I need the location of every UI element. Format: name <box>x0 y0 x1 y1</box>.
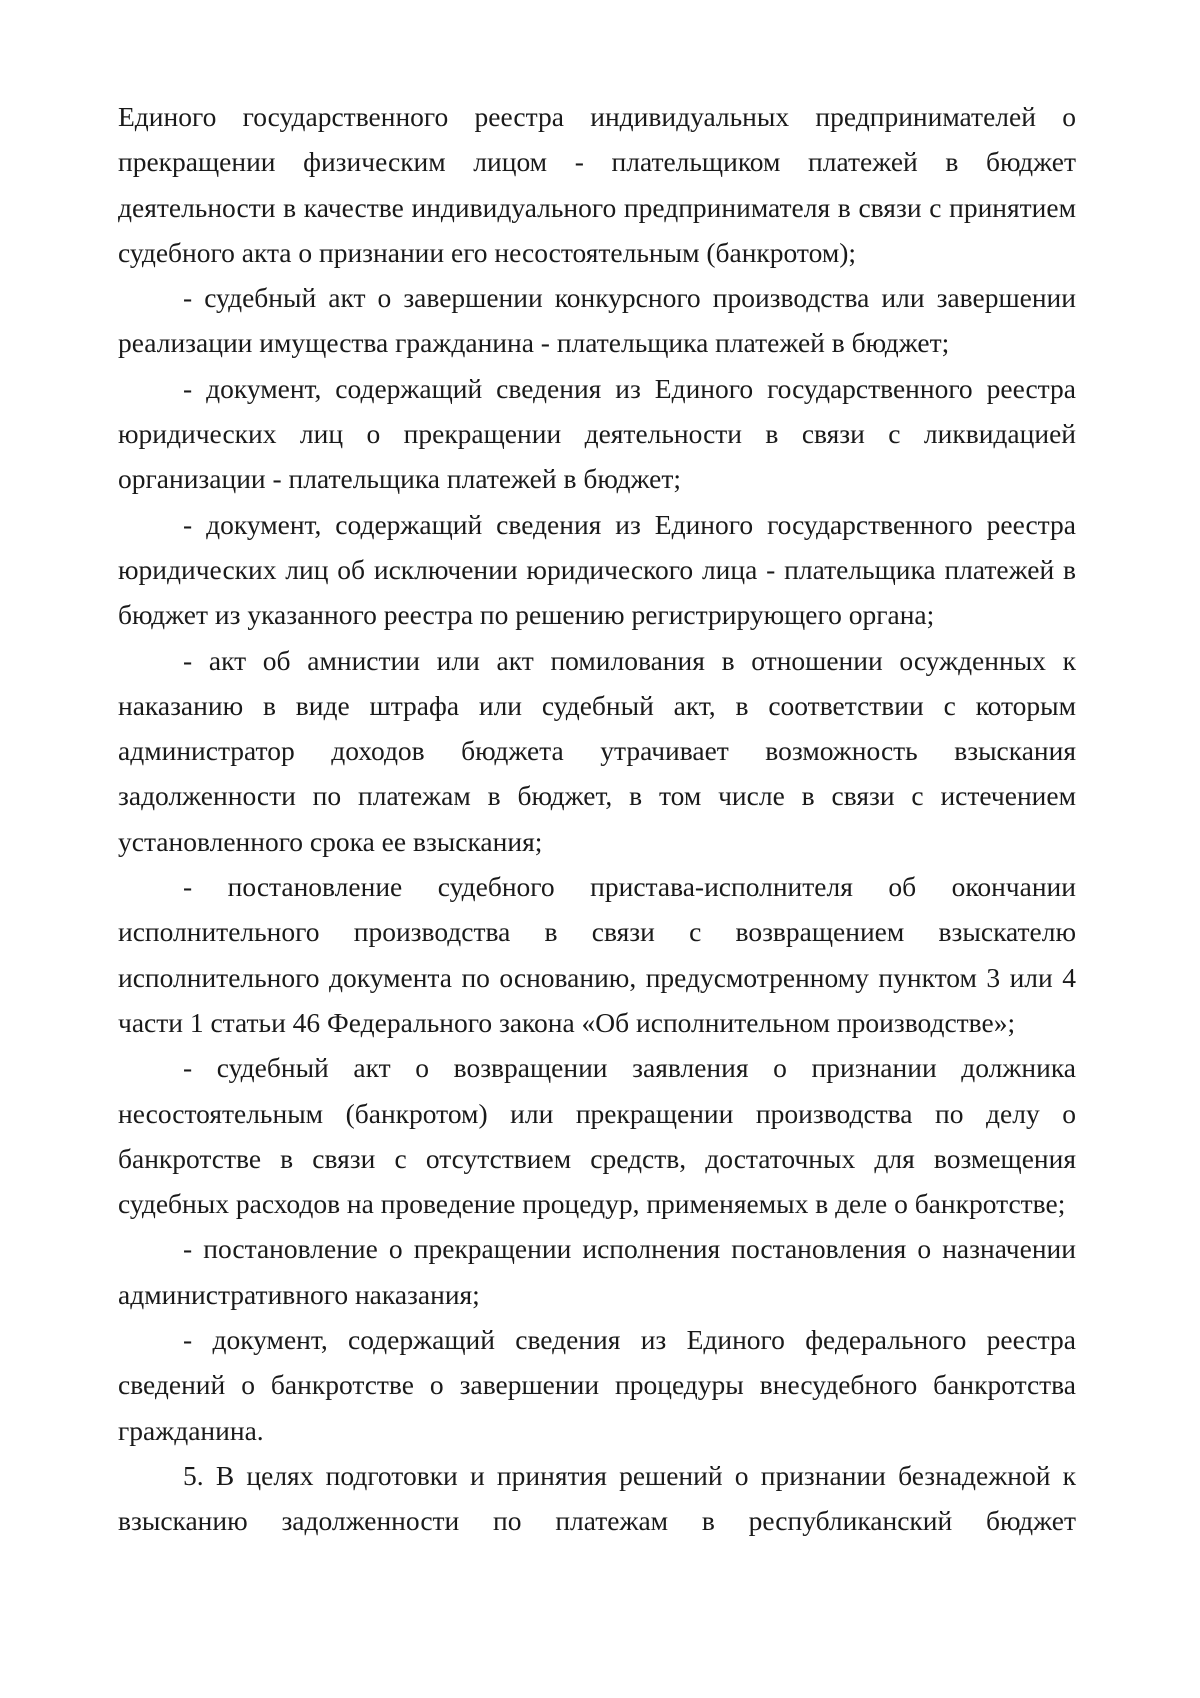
paragraph-termination-of-execution: - постановление о прекращении исполнения постановления о назначении административного наказания; <box>118 1233 1076 1310</box>
document-page <box>118 94 1076 1544</box>
paragraph-egrip-termination: Единого государственного реестра индивидуальных предпринимателей о прекращении физическим лицом - плательщиком платежей в бюджет деятельности в качестве индивидуального предпринимателя в связи с принятием судебного акта о признании его несостоятельным (банкротом); <box>118 101 1076 268</box>
paragraph-return-of-application: - судебный акт о возвращении заявления о признании должника несостоятельным (банкротом) или прекращении производства по делу о банкротстве в связи с отсутствием средств, достаточных для возмещения судебных расходов на проведение процедур, применяемых в деле о банкротстве; <box>118 1052 1076 1220</box>
paragraph-bankruptcy-completion: - судебный акт о завершении конкурсного производства или завершении реализации имущества гражданина - плательщика платежей в бюджет; <box>118 282 1076 359</box>
paragraph-amnesty-act: - акт об амнистии или акт помилования в отношении осужденных к наказанию в виде штрафа или судебный акт, в соответствии с которым администратор доходов бюджета утрачивает возможность взыскания задолженности по платежам в бюджет, в том числе в связи с истечением установленного срока ее взыскания; <box>118 644 1076 857</box>
paragraph-section-5: 5. В целях подготовки и принятия решений о признании безнадежной к взысканию задолженности по платежам в республиканский бюджет <box>118 1459 1076 1537</box>
paragraph-egrul-liquidation: - документ, содержащий сведения из Единого государственного реестра юридических лиц о прекращении деятельности в связи с ликвидацией организации - плательщика платежей в бюджет; <box>118 372 1076 495</box>
paragraph-egrul-exclusion: - документ, содержащий сведения из Единого государственного реестра юридических лиц об исключении юридического лица - плательщика платежей в бюджет из указанного реестра по решению регистрирующего органа; <box>118 508 1076 631</box>
paragraph-bailiff-resolution: - постановление судебного пристава-исполнителя об окончании исполнительного производства в связи с возвращением взыскателю исполнительного документа по основанию, предусмотренному пунктом 3 или 4 части 1 статьи 46 Федерального закона «Об исполнительном производстве»; <box>118 871 1076 1038</box>
paragraph-extrajudicial-bankruptcy: - документ, содержащий сведения из Единого федерального реестра сведений о банкротстве о завершении процедуры внесудебного банкротства гражданина. <box>118 1324 1076 1446</box>
